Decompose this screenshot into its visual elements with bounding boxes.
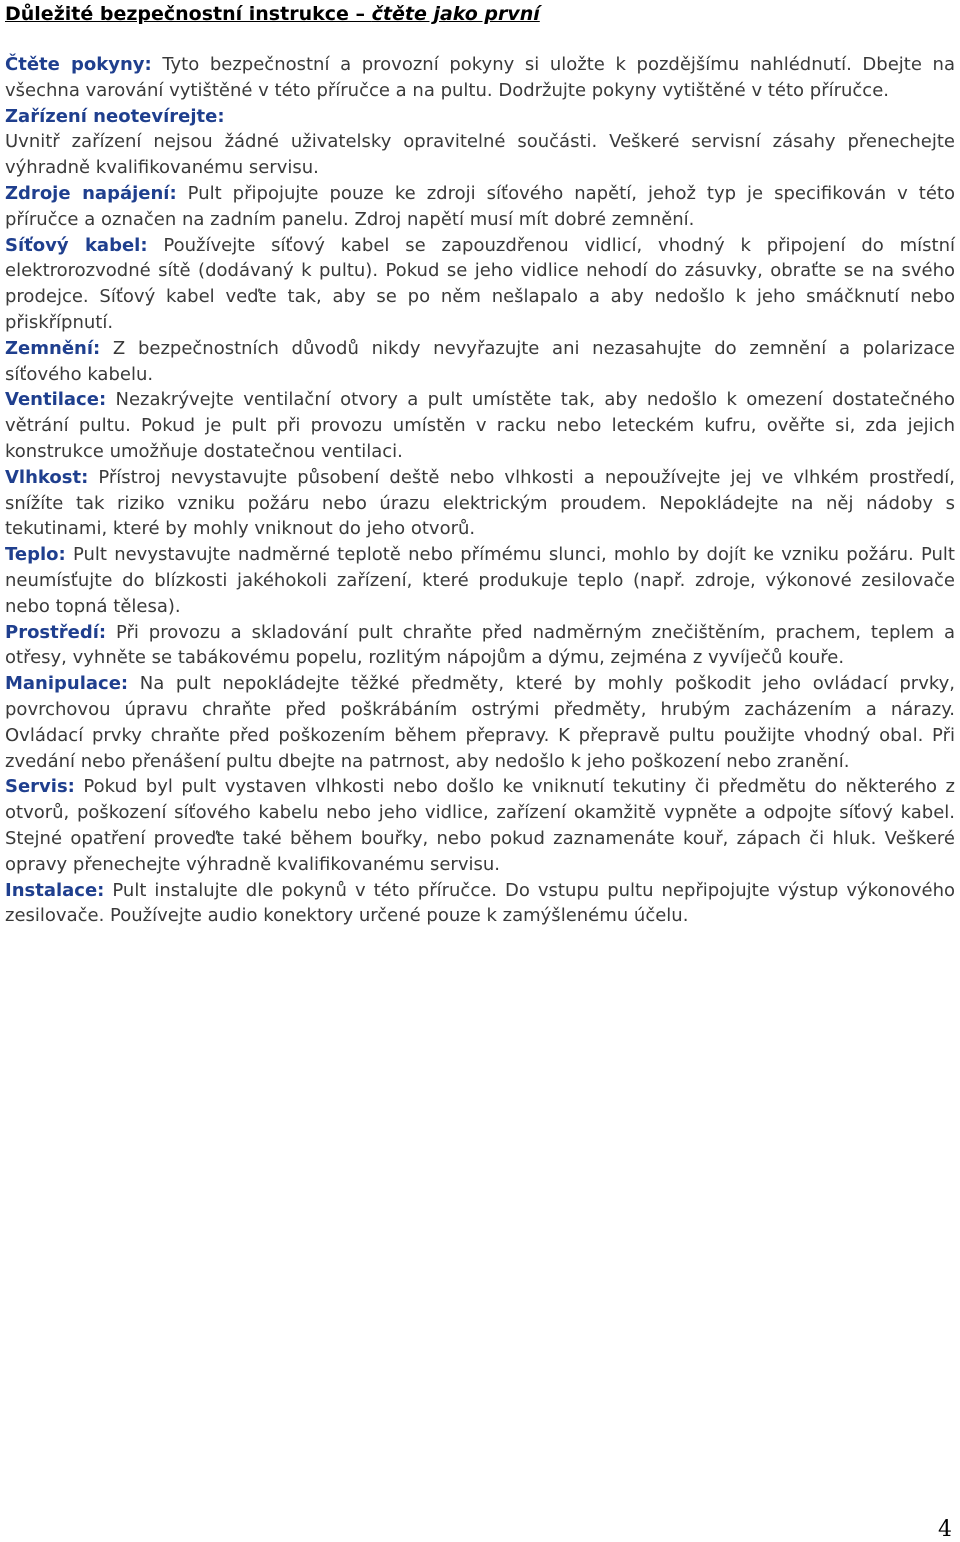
section-text: Při provozu a skladování pult chraňte před nadměrným znečištěním, prachem, teplem a otřesy, vyhněte se tabákovému popelu, rozlitým nápojům a dýmu, zejména z vyvíječů kouře. (5, 621, 955, 669)
safety-instructions (5, 52, 955, 929)
section-power-sources (5, 181, 955, 233)
section-environment (5, 620, 955, 672)
section-heading: Čtěte pokyny: (5, 54, 152, 75)
section-text: Používejte síťový kabel se zapouzdřenou vidlicí, vhodný k připojení do místní elektrorozvodné sítě (dodávaný k pultu). Pokud se jeho vidlice nehodí do zásuvky, obraťte se na svého prodejce. Síťový kabel veďte tak, aby se po něm nešlapalo a aby nedošlo k jeho smáčknutí nebo přiskřípnutí. (5, 234, 955, 333)
section-heat (5, 542, 955, 619)
page-title (5, 3, 540, 25)
section-heading: Zdroje napájení: (5, 182, 177, 204)
section-heading: Instalace: (5, 879, 105, 901)
section-heading: Zemnění: (5, 337, 101, 359)
section-grounding (5, 336, 955, 388)
section-text: Pokud byl pult vystaven vlhkosti nebo došlo ke vniknutí tekutiny či předmětu do některého z otvorů, poškození síťového kabelu nebo jeho vidlice, zařízení okamžitě vypněte a odpojte síťový kabel. Stejné opatření proveďte také během bouřky, nebo pokud zaznamenáte kouř, zápach či hluk. Veškeré opravy přenechejte výhradně kvalifikovanému servisu. (5, 776, 955, 875)
section-do-not-open (5, 104, 955, 181)
section-text: Pult připojujte pouze ke zdroji síťového napětí, jehož typ je specifikován v této příručce a označen na zadním panelu. Zdroj napětí musí mít dobré zemnění. (5, 182, 955, 230)
section-text: Pult instalujte dle pokynů v této příručce. Do vstupu pultu nepřipojujte výstup výkonového zesilovače. Používejte audio konektory určené pouze k zamýšlenému účelu. (5, 879, 955, 927)
section-text: Tyto bezpečnostní a provozní pokyny si uložte k pozdějšímu nahlédnutí. Dbejte na všechna varování vytištěné v této příručce a na pultu. Dodržujte pokyny vytištěné v této příručce. (5, 54, 955, 101)
section-text: Uvnitř zařízení nejsou žádné uživatelsky opravitelné součásti. Veškeré servisní zásahy přenechejte výhradně kvalifikovanému servisu. (5, 131, 955, 179)
section-text: Z bezpečnostních důvodů nikdy nevyřazujte ani nezasahujte do zemnění a polarizace síťového kabelu. (5, 337, 955, 385)
section-heading: Teplo: (5, 544, 66, 566)
page-title-emphasis: čtěte jako první (371, 3, 540, 25)
section-heading: Zařízení neotevírejte: (5, 105, 225, 127)
section-ventilation (5, 387, 955, 464)
section-power-cord (5, 233, 955, 336)
section-installation (5, 878, 955, 930)
section-text: Nezakrývejte ventilační otvory a pult umístěte tak, aby nedošlo k omezení dostatečného větrání pultu. Pokud je pult při provozu umístěn v racku nebo leteckém kufru, ověřte si, zda jejich konstrukce umožňuje dostatečnou ventilaci. (5, 389, 955, 462)
section-text: Pult nevystavujte nadměrné teplotě nebo přímému slunci, mohlo by dojít ke vzniku požáru. Pult neumísťujte do blízkosti jakéhokoli zařízení, které produkuje teplo (např. zdroje, výkonové zesilovače nebo topná tělesa). (5, 544, 955, 617)
section-heading: Vlhkost: (5, 466, 89, 488)
page-title-main: Důležité bezpečnostní instrukce – (5, 3, 372, 25)
section-heading: Ventilace: (5, 389, 107, 411)
section-heading: Prostředí: (5, 621, 107, 643)
section-text: Na pult nepokládejte těžké předměty, které by mohly poškodit jeho ovládací prvky, povrchovou úpravu chraňte před poškrábáním ostrými předměty, hrubým zacházením a nárazy. Ovládací prvky chraňte před poškozením během přepravy. K přepravě pultu použijte vhodný obal. Při zvedání nebo přenášení pultu dbejte na patrnost, aby nedošlo k jeho poškození nebo zranění. (5, 673, 955, 772)
section-handling (5, 671, 955, 774)
page-number: 4 (938, 1517, 952, 1542)
section-heading: Síťový kabel: (5, 234, 148, 256)
section-service (5, 774, 955, 877)
section-heading: Servis: (5, 776, 75, 798)
section-text: Přístroj nevystavujte působení deště nebo vlhkosti a nepoužívejte jej ve vlhkém prostředí, snížíte tak riziko vzniku požáru nebo úrazu elektrickým proudem. Nepokládejte na něj nádoby s tekutinami, které by mohly vniknout do jeho otvorů. (5, 466, 955, 540)
section-read-instructions (5, 52, 955, 104)
section-moisture (5, 465, 955, 542)
section-heading: Manipulace: (5, 673, 129, 695)
